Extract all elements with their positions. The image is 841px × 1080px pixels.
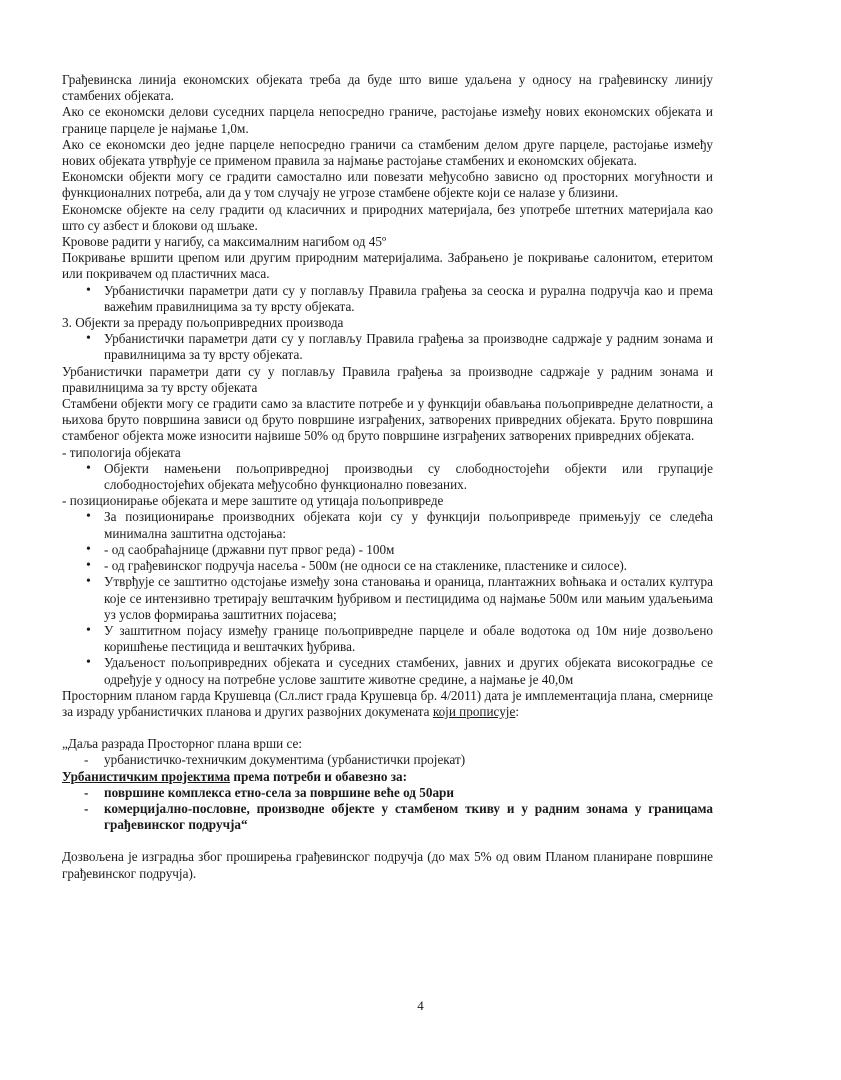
page-number: 4 <box>417 998 424 1013</box>
paragraph: Грађевинска линија економских објеката треба да буде што више удаљена у односу на грађевинску линију стамбених објеката. <box>62 72 713 104</box>
bullet-list <box>62 283 713 315</box>
list-item: - урбанистичко-техничким документима (урбанистички пројекат) <box>62 752 713 768</box>
list-item: • - од саобраћајнице (државни пут првог реда) - 100м <box>62 542 713 558</box>
heading-text: према потреби и обавезно за: <box>230 768 408 784</box>
underlined-text: који прописује <box>432 703 516 719</box>
list-item: • Урбанистички параметри дати су у поглављу Правила грађења за сеоска и рурална подручја као и према важећим правилницима за ту врсту објеката. <box>62 283 713 315</box>
list-item: • За позиционирање производних објеката који су у функцији пољопривреде примењују се следећа минимална заштитна одстојања: <box>62 509 713 541</box>
quote-intro: „Даља разрада Просторног плана врши се: <box>62 736 302 752</box>
paragraph: Економске објекте на селу градити од класичних и природних материјала, без употребе штетних материјала као што су азбест и блокови од шљаке. <box>62 201 713 233</box>
bullet-list <box>62 461 713 493</box>
paragraph: Дозвољена је изградња због проширења грађевинског подручја (до мах 5% од овим Планом планиране површине грађевинског подручја). <box>62 849 713 881</box>
spacer <box>62 720 713 736</box>
subheading: - типологија објеката <box>62 444 181 460</box>
list-item: • Удаљеност пољопривредних објеката и суседних стамбених, јавних и других објеката високоградње се одређује у односу на потребне услове заштите животне средине, а најмање је 40,0м <box>62 655 713 687</box>
dash-list <box>62 752 713 768</box>
bullet-list <box>62 331 713 363</box>
list-item: • Објекти намењени пољопривредној производњи су слободностојећи објекти или групације слободностојећих објеката међусобно функционално повезаних. <box>62 461 713 493</box>
list-item: • Урбанистички параметри дати су у поглављу Правила грађења за производне садржаје у радним зонама и правилницима за ту врсту објеката. <box>62 331 713 363</box>
dash-list <box>62 785 713 834</box>
paragraph: Економски објекти могу се градити самостално или повезати међусобно зависно од просторних могућности и функционалних потреба, али да у том случају не угрозе стамбене објекте који се налазе у близини. <box>62 169 713 201</box>
subheading: - позиционирање објеката и мере заштите од утицаја пољопривреде <box>62 493 444 509</box>
bullet-list <box>62 509 713 687</box>
paragraph-text: Просторним планом гарда Крушевца (Сл.лист града Крушевца бр. 4/2011) дата је имплементација плана, смернице за израду урбанистичких планова и других развојних докумената <box>62 687 713 719</box>
paragraph: Урбанистички параметри дати су у поглављу Правила грађења за производне садржаје у радним зонама и правилницима за ту врсту објеката <box>62 363 713 395</box>
paragraph <box>62 688 713 720</box>
list-item: • Утврђује се заштитно одстојање између зона становања и ораница, плантажних воћњака и осталих култура које се интензивно третирају вештачким ђубривом и пестицидима од најмање 500м или мањим удаљењима уз услов формирања заштитних појасева; <box>62 574 713 623</box>
paragraph-text: : <box>515 703 519 719</box>
underlined-text: Урбанистичким пројектима <box>62 768 231 784</box>
list-item: • У заштитном појасу између границе пољопривредне парцеле и обале водотока од 10м није дозвољено коришћење пестицида и вештачких ђубрива. <box>62 623 713 655</box>
bold-heading <box>62 769 713 785</box>
list-item: - површине комплекса етно-села за површине веће од 50ари <box>62 785 713 801</box>
paragraph: Кровове радити у нагибу, са максималним нагибом од 45º <box>62 234 387 250</box>
section-heading: 3. Објекти за прераду пољопривредних производа <box>62 315 344 331</box>
paragraph: Стамбени објекти могу се градити само за властите потребе и у функцији обављања пољопривредне делатности, а њихова бруто површина зависи од бруто површине изграђених, затворених привредних објеката. Бруто површина стамбеног објекта може износити највише 50% од бруто површине изграђених затворених привредних објеката. <box>62 396 713 444</box>
list-item: - комерцијално-пословне, производне објекте у стамбеном ткиву и у радним зонама у границама грађевинског подручја“ <box>62 801 713 833</box>
paragraph: Ако се економски делови суседних парцела непосредно граниче, растојање између нових економских објеката и границе парцеле је најмање 1,0м. <box>62 104 713 136</box>
list-item: • - од грађевинског подручја насеља - 500м (не односи се на стакленике, пластенике и силосе). <box>62 558 713 574</box>
paragraph: Ако се економски део једне парцеле непосредно граничи са стамбеним делом друге парцеле, растојање између нових објеката утврђује се применом правила за најмање растојање стамбених и економских објеката. <box>62 136 713 169</box>
spacer <box>62 833 713 849</box>
paragraph: Покривање вршити црепом или другим природним материјалима. Забрањено је покривање салонитом, етеритом или покривачем од пластичних маса. <box>62 250 713 282</box>
